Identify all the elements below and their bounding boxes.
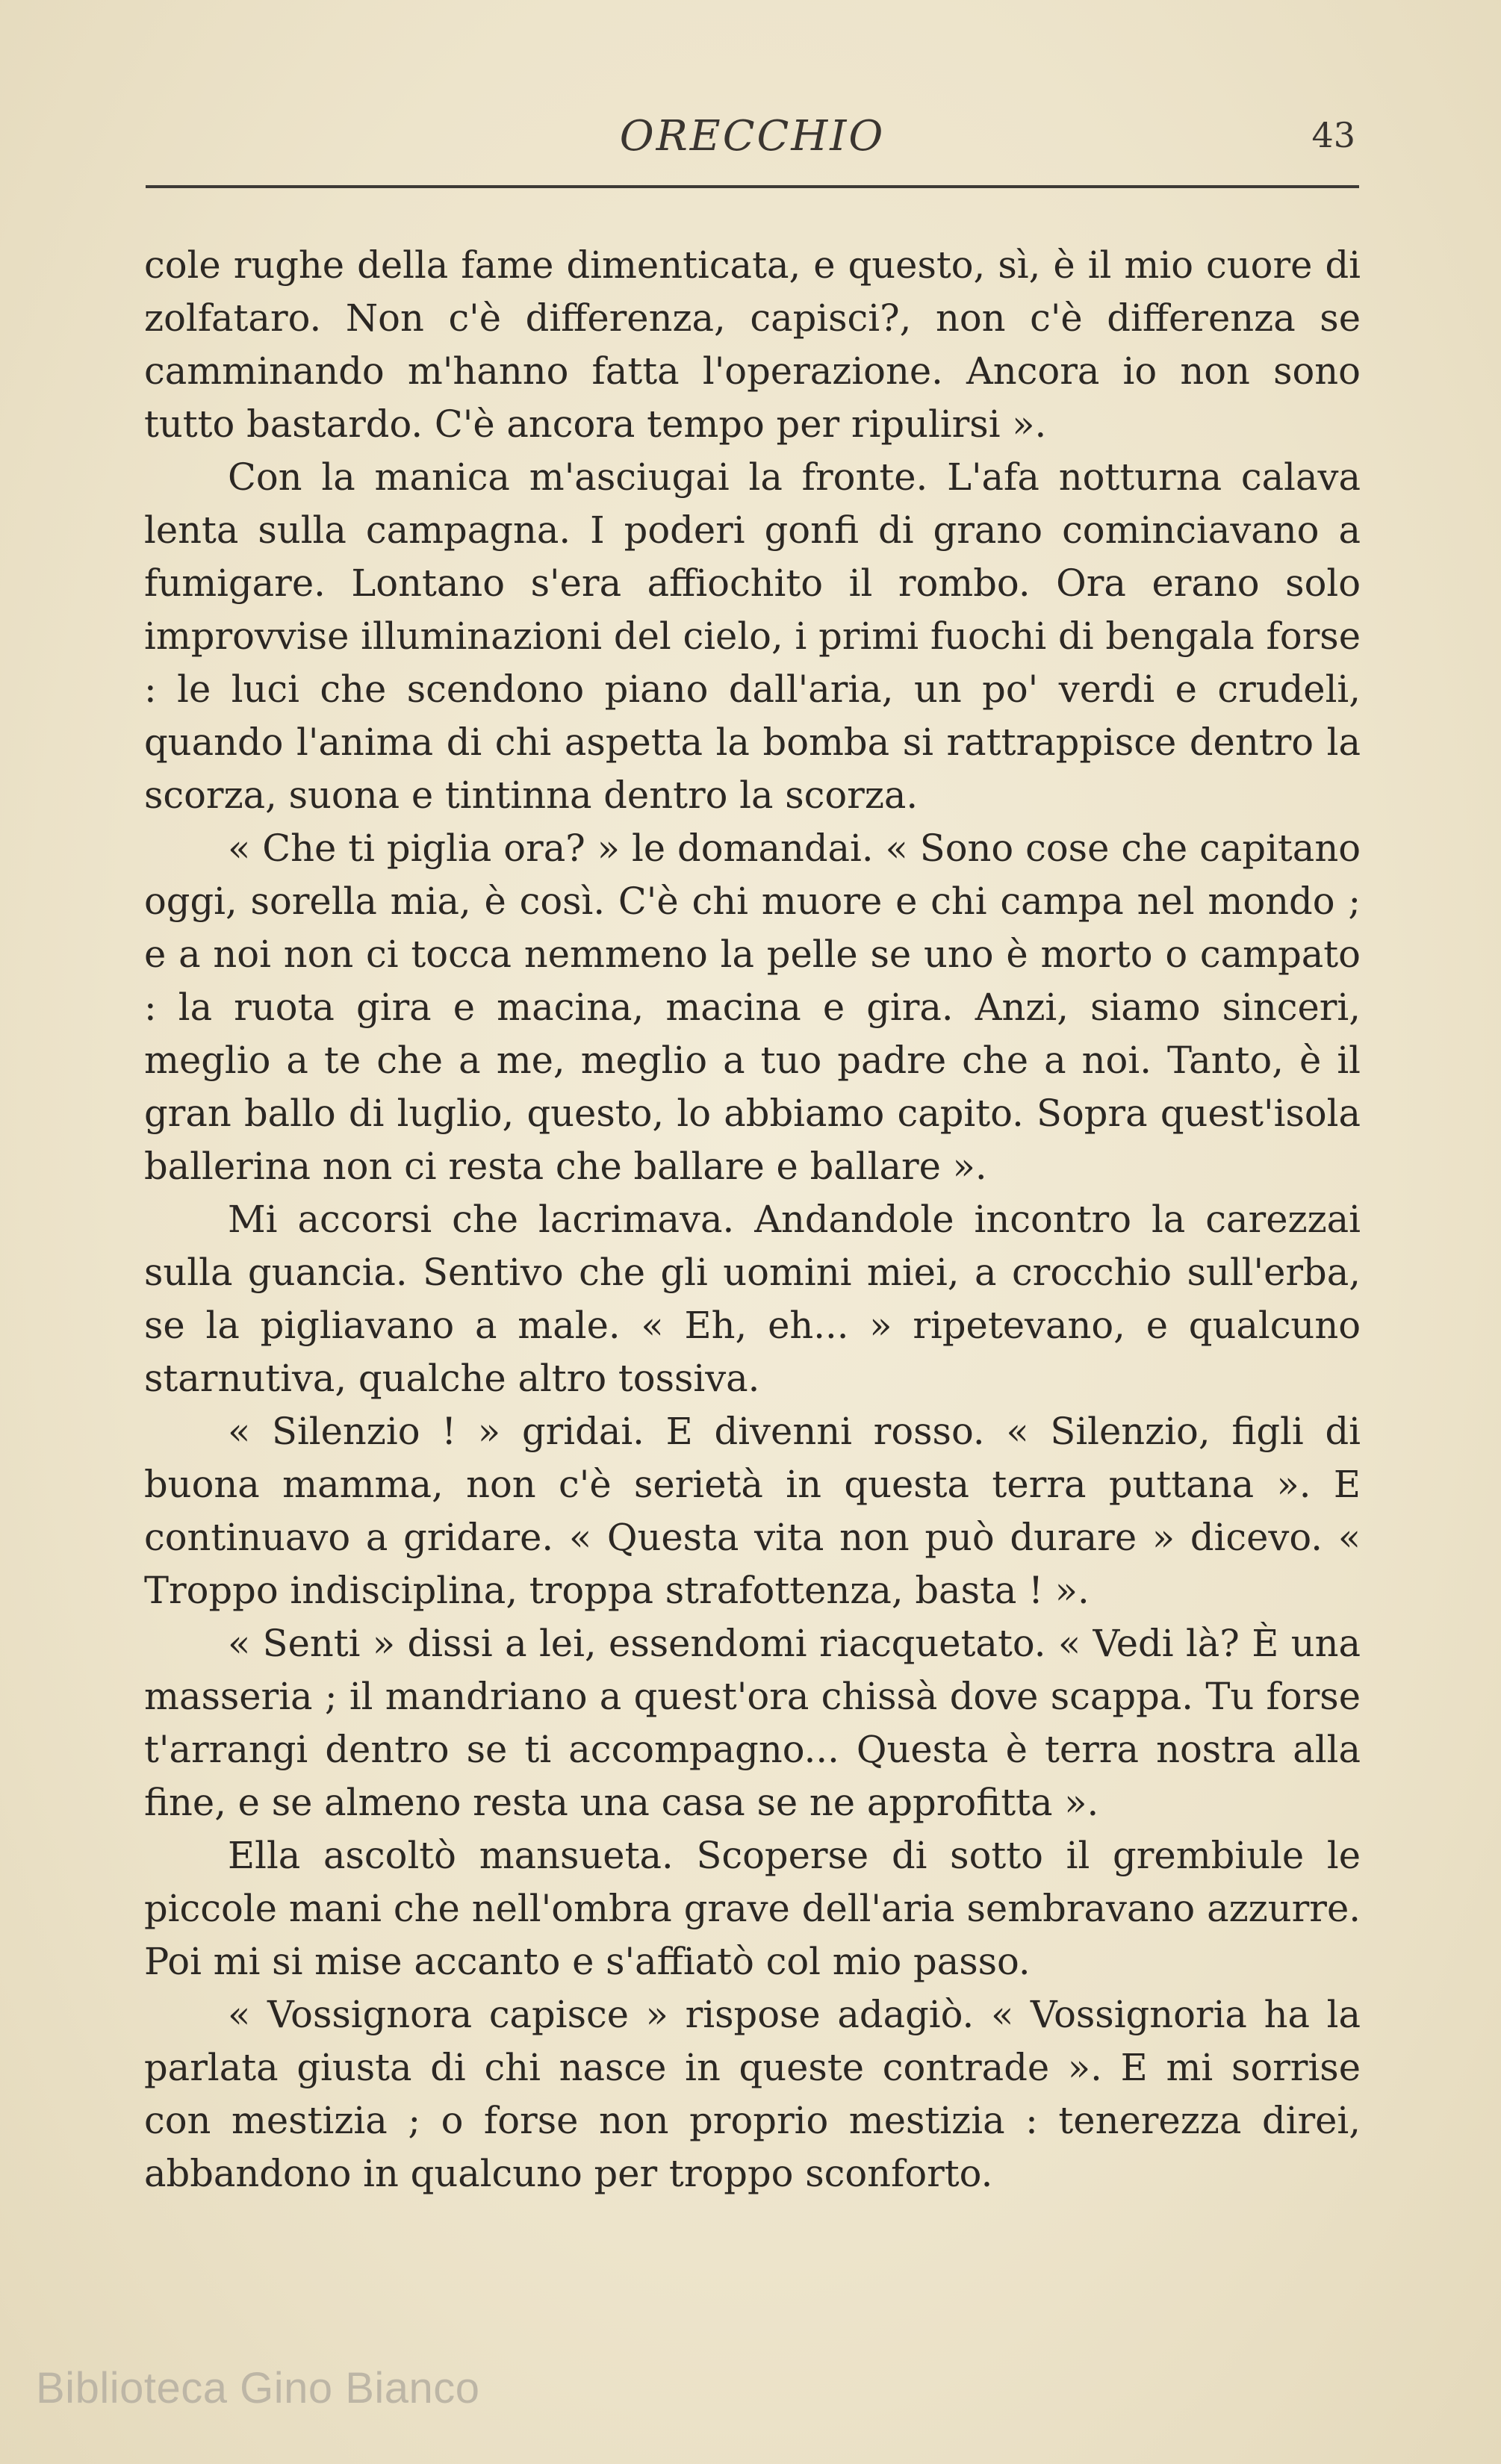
body-text	[144, 239, 1361, 2200]
paragraph-8: « Vossignora capisce » rispose adagiò. « Vossignoria ha la parlata giusta di chi nasce in queste contrade ». E mi sorrise con mestizia ; o forse non proprio mestizia : tenerezza direi, abbandono in qualcuno per troppo sconforto.	[144, 1993, 1361, 2195]
paragraph-1: cole rughe della fame dimenticata, e questo, sì, è il mio cuore di zolfataro. Non c'è differenza, capisci?, non c'è differenza se camminando m'hanno fatta l'operazione. Ancora io non sono tutto bastardo. C'è ancora tempo per ripulirsi ».	[144, 243, 1361, 446]
paragraph-7: Ella ascoltò mansueta. Scoperse di sotto il grembiule le piccole mani che nell'ombra grave dell'aria sembravano azzurre. Poi mi si mise accanto e s'affiatò col mio passo.	[144, 1834, 1361, 1983]
running-header	[146, 112, 1359, 179]
paragraph-2: Con la manica m'asciugai la fronte. L'afa notturna calava lenta sulla campagna. I poderi gonfi di grano cominciavano a fumigare. Lontano s'era affiochito il rombo. Ora erano solo improvvise illuminazioni del cielo, i primi fuochi di bengala forse : le luci che scendono piano dall'aria, un po' verdi e crudeli, quando l'anima di chi aspetta la bomba si rattrappisce dentro la scorza, suona e tintinna dentro la scorza.	[144, 455, 1361, 817]
header-rule	[146, 185, 1359, 188]
chapter-title: ORECCHIO	[619, 112, 886, 161]
page-number: 43	[1311, 115, 1355, 155]
paragraph-5: « Silenzio ! » gridai. E divenni rosso. « Silenzio, figli di buona mamma, non c'è serietà in questa terra puttana ». E continuavo a gridare. « Questa vita non può durare » dicevo. « Troppo indisciplina, troppa strafottenza, basta ! ».	[144, 1410, 1361, 1612]
paragraph-4: Mi accorsi che lacrimava. Andandole incontro la carezzai sulla guancia. Sentivo che gli uomini miei, a crocchio sull'erba, se la pigliavano a male. « Eh, eh... » ripetevano, e qualcuno starnutiva, qualche altro tossiva.	[144, 1198, 1361, 1400]
paragraph-3: « Che ti piglia ora? » le domandai. « Sono cose che capitano oggi, sorella mia, è così. C'è chi muore e chi campa nel mondo ; e a noi non ci tocca nemmeno la pelle se uno è morto o campato : la ruota gira e macina, macina e gira. Anzi, siamo sinceri, meglio a te che a me, meglio a tuo padre che a noi. Tanto, è il gran ballo di luglio, questo, lo abbiamo capito. Sopra quest'isola ballerina non ci resta che ballare e ballare ».	[144, 827, 1361, 1188]
paragraph-6: « Senti » dissi a lei, essendomi riacquetato. « Vedi là? È una masseria ; il mandriano a quest'ora chissà dove scappa. Tu forse t'arrangi dentro se ti accompagno... Questa è terra nostra alla fine, e se almeno resta una casa se ne approfitta ».	[144, 1622, 1361, 1824]
library-watermark: Biblioteca Gino Bianco	[36, 2364, 480, 2412]
